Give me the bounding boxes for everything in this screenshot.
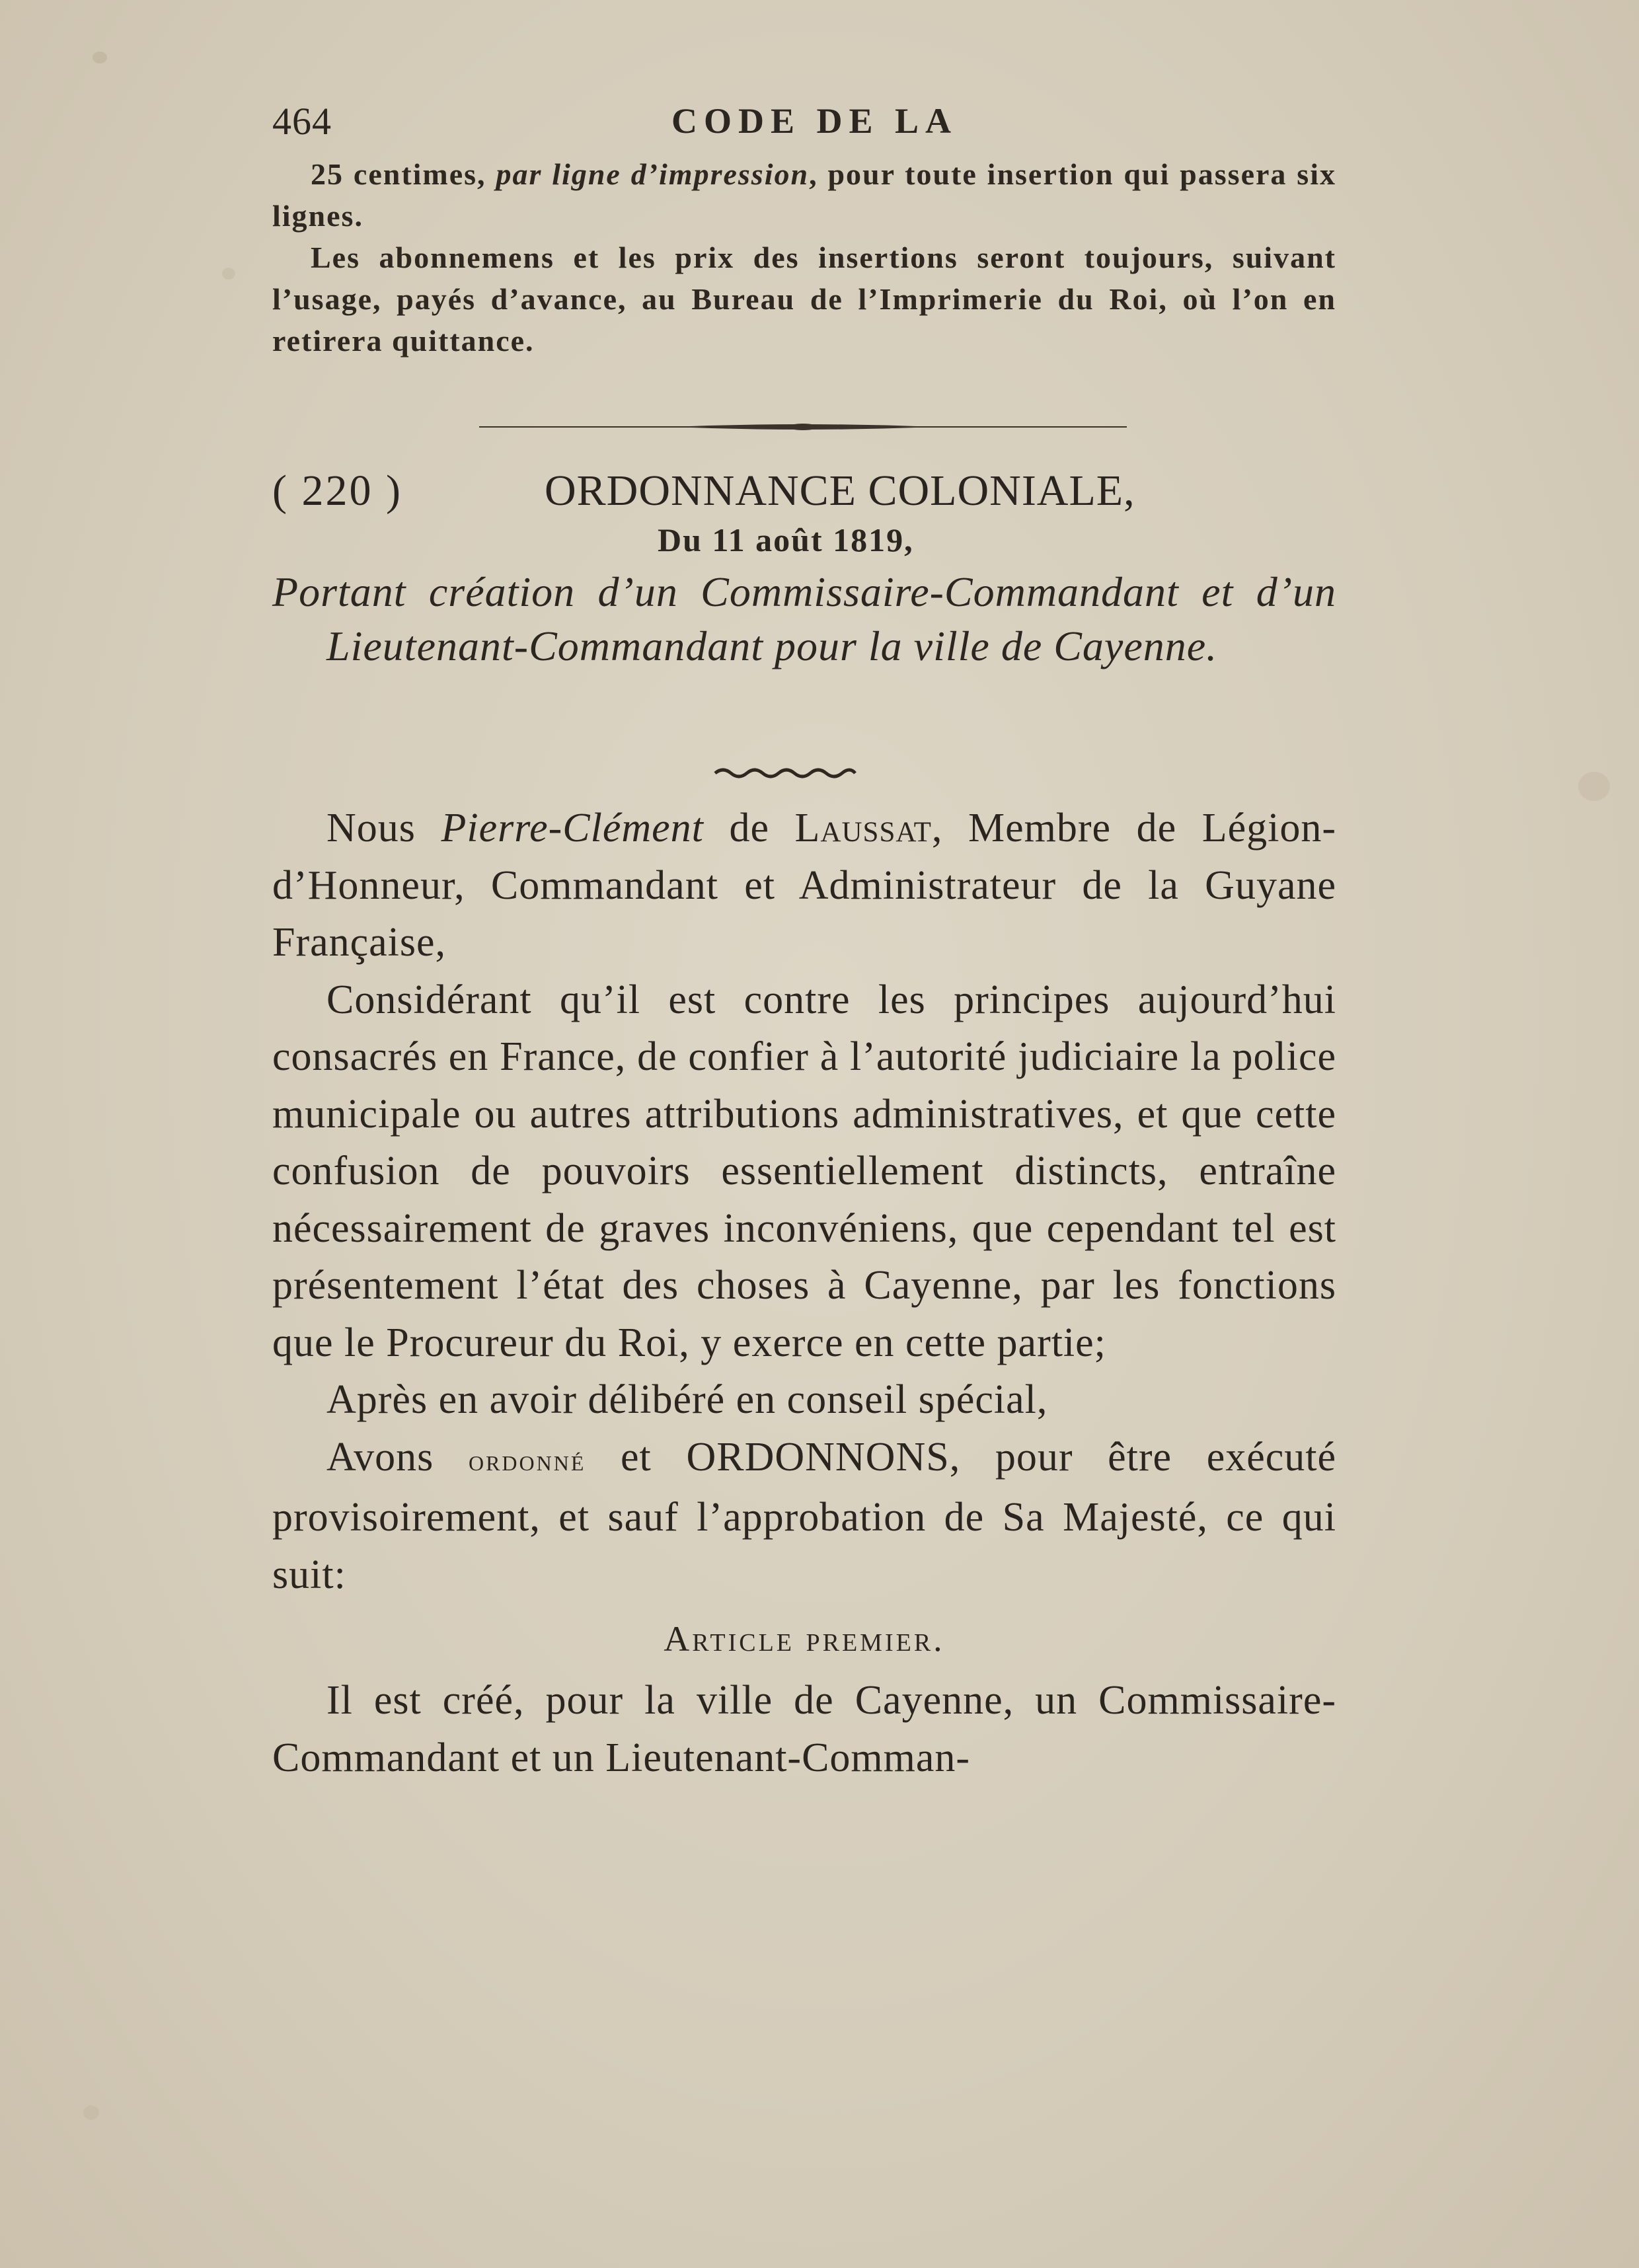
wave-ornament <box>714 765 857 781</box>
ordinance-date: Du 11 août 1819, <box>658 521 914 558</box>
prev-paragraph-1: 25 centimes, par ligne d’impression, pour toute insertion qui passera six lignes. <box>272 157 1336 233</box>
separator-rule <box>479 423 1127 431</box>
ordinance-title <box>272 466 1336 519</box>
preamble-paragraph: Nous Pierre-Clément de Laussat, Membre de Légion-d’Honneur, Commandant et Administrateur de la Guyane Française, <box>272 806 1336 965</box>
page-number: 464 <box>272 100 332 143</box>
ordinance-kind: ORDONNANCE COLONIALE, <box>545 467 1135 515</box>
considerant-paragraph: Considérant qu’il est contre les principes aujourd’hui consacrés en France, de confier à l’autorité judiciaire la police municipale ou autres attributions administratives, et que cette confusion de pouvoirs essentiellement distincts, entraîne nécessairement de graves inconvéniens, que cependant tel est présentement l’état des choses à Cayenne, par les fonctions que le Procureur du Roi, y exerce en cette partie; <box>272 977 1336 1365</box>
article-1-text: Il est créé, pour la ville de Cayenne, un Commissaire-Commandant et un Lieutenant-Comman- <box>272 1678 1336 1780</box>
paper-stain <box>93 52 107 63</box>
ordinance-subtitle: Portant création d’un Commissaire-Commandant et d’un Lieutenant-Commandant pour la ville de Cayenne. <box>272 568 1336 669</box>
page-header <box>272 99 1336 152</box>
ordonnons-word: ORDONNONS <box>686 1434 950 1480</box>
ordonne-word: ordonné <box>468 1443 586 1477</box>
deliberation-paragraph: Après en avoir délibéré en conseil spécial, <box>326 1377 1048 1422</box>
article-heading: Article premier. <box>664 1619 945 1659</box>
ordinance-body <box>272 800 1336 1786</box>
running-head: CODE DE LA <box>671 101 958 141</box>
enacting-paragraph: Avons ordonné et ORDONNONS, pour être exécuté provisoirement, et sauf l’approbation de Sa Majesté, ce qui suit: <box>272 1434 1336 1597</box>
previous-ordinance-end <box>272 153 1336 361</box>
prev-paragraph-2: Les abonnemens et les prix des insertions seront toujours, suivant l’usage, payés d’avance, au Bureau de l’Imprimerie du Roi, où l’on en retirera quittance. <box>272 241 1336 358</box>
governor-given-name: Pierre-Clément <box>441 806 704 850</box>
paper-stain <box>83 2105 99 2120</box>
italic-phrase: par ligne d’impression <box>496 157 810 191</box>
ordinance-number: ( 220 ) <box>272 467 402 515</box>
paper-stain <box>222 268 235 280</box>
governor-surname: Laussat <box>794 806 932 850</box>
paper-stain <box>1578 772 1610 801</box>
